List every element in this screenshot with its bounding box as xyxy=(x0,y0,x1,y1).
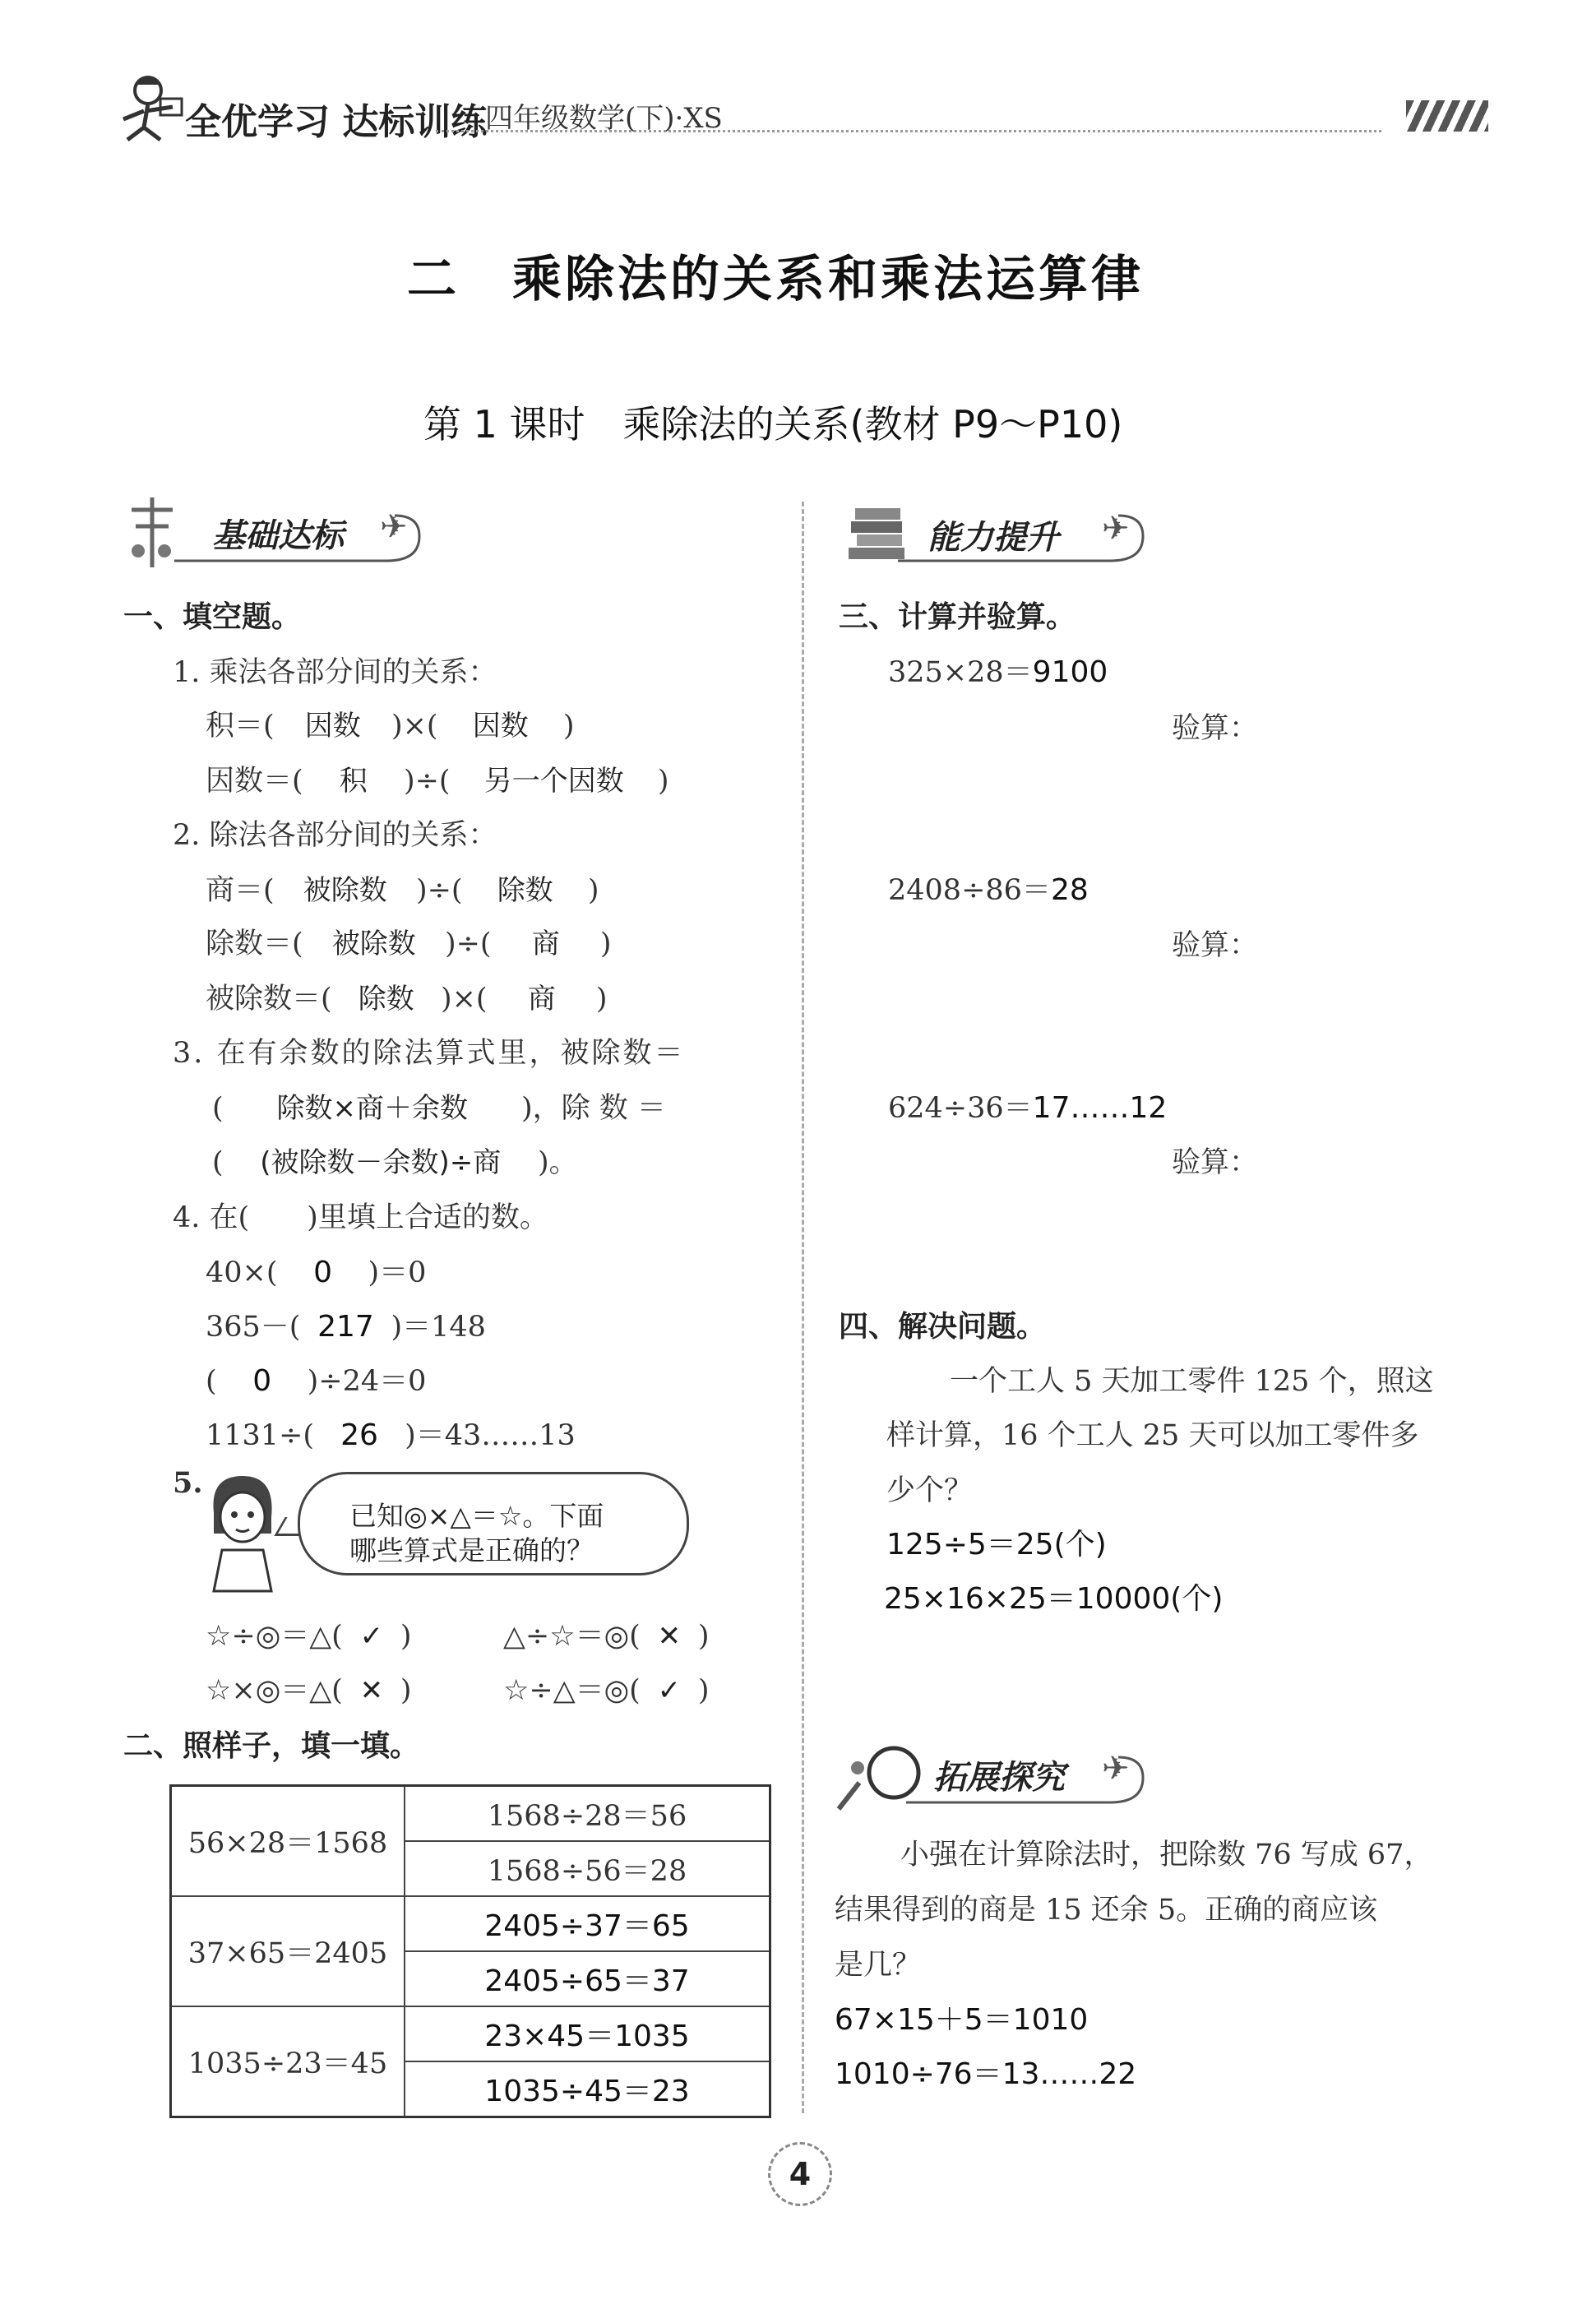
q1-part5-opt2: △÷☆＝◎( ✕ ) xyxy=(503,1620,710,1653)
q4-text-line1: 一个工人 5 天加工零件 125 个，照这 xyxy=(950,1365,1434,1398)
section-extend-title: 拓展探究 xyxy=(933,1759,1065,1797)
q1-part2-label: 2. 除法各部分间的关系： xyxy=(173,819,497,852)
answer-blank: 0 xyxy=(252,1364,272,1398)
column-divider xyxy=(802,502,804,2113)
q3-expr2: 2408÷86＝28 xyxy=(888,873,1089,907)
header-dotted-line xyxy=(436,130,1381,132)
table-cell-derived: 1568÷56＝28 xyxy=(405,1841,770,1896)
answer-value: 28 xyxy=(1050,873,1089,907)
q1-part4-row4: 1131÷( 26 )＝43……13 xyxy=(206,1418,576,1452)
q1-part1-line2: 因数＝( 积 )÷( 另一个因数 ) xyxy=(206,758,669,799)
q4-solution-line2: 25×16×25＝10000(个) xyxy=(884,1582,1224,1616)
answer-blank: 因数 xyxy=(304,710,361,743)
table-cell-derived: 1568÷28＝56 xyxy=(405,1786,770,1842)
q1-part4-row2: 365－( 217 )＝148 xyxy=(206,1310,486,1344)
answer-blank: 除数 xyxy=(497,874,553,907)
table-cell-given: 1035÷23＝45 xyxy=(171,2006,405,2117)
q3-check1-label: 验算： xyxy=(1172,712,1259,745)
lesson-title: 第 1 课时 乘除法的关系(教材 P9～P10) xyxy=(423,402,1123,446)
practice-table xyxy=(169,1784,771,2118)
answer-blank: 因数 xyxy=(472,710,529,743)
q1-part4-row3: ( 0 )÷24＝0 xyxy=(206,1364,427,1398)
q4-text-line2: 样计算，16 个工人 25 天可以加工零件多 xyxy=(886,1419,1419,1452)
q1-part2-line2: 除数＝( 被除数 )÷( 商 ) xyxy=(206,921,612,962)
answer-blank: 积 xyxy=(339,765,368,798)
plane-icon: ✈ xyxy=(1102,510,1130,548)
plane-icon: ✈ xyxy=(380,508,408,546)
table-cell-answer: 23×45＝1035 xyxy=(405,2006,770,2061)
answer-blank: 除数×商＋余数 xyxy=(276,1092,469,1125)
q1-part1-label: 1. 乘法各部分间的关系： xyxy=(173,656,497,689)
q1-part3-line2: ( 除数×商＋余数 )，除 数 ＝ xyxy=(212,1085,666,1127)
check-mark: ✓ xyxy=(657,1674,682,1707)
q1-part4-label: 4. 在( )里填上合适的数。 xyxy=(173,1201,548,1234)
q1-part5-label: 5. xyxy=(173,1466,203,1500)
q5-solution-line2: 1010÷76＝13……22 xyxy=(835,2057,1137,2091)
q1-heading: 一、填空题。 xyxy=(123,600,302,634)
table-row xyxy=(171,1896,770,1951)
q4-heading: 四、解决问题。 xyxy=(839,1310,1047,1344)
table-row xyxy=(171,1786,770,1842)
plane-icon: ✈ xyxy=(1102,1750,1130,1788)
q3-check2-label: 验算： xyxy=(1172,929,1259,962)
answer-blank: 商 xyxy=(531,928,560,960)
answer-blank: 0 xyxy=(313,1256,332,1289)
answer-blank: 商 xyxy=(527,983,556,1016)
girl-thinking-icon xyxy=(197,1472,288,1595)
q1-part2-line1: 商＝( 被除数 )÷( 除数 ) xyxy=(206,868,599,909)
table-cell-given: 37×65＝2405 xyxy=(171,1896,405,2006)
q5-text-line1: 小强在计算除法时，把除数 76 写成 67， xyxy=(900,1839,1433,1872)
q1-part5-opt4: ☆÷△＝◎( ✓ ) xyxy=(503,1674,710,1707)
answer-blank: 217 xyxy=(317,1310,374,1344)
answer-blank: 26 xyxy=(340,1418,378,1452)
answer-value: 17……12 xyxy=(1032,1091,1168,1125)
q5-text-line3: 是几？ xyxy=(835,1949,922,1982)
check-mark: ✓ xyxy=(359,1620,384,1653)
table-row xyxy=(171,2006,770,2061)
q2-heading: 二、照样子，填一填。 xyxy=(123,1729,420,1763)
q4-text-line3: 少个？ xyxy=(886,1474,974,1507)
table-cell-answer: 2405÷65＝37 xyxy=(405,1951,770,2006)
answer-blank: 另一个因数 xyxy=(483,765,624,798)
chapter-title: 二 乘除法的关系和乘法运算律 xyxy=(407,251,1144,308)
answer-value: 9100 xyxy=(1032,655,1108,689)
answer-blank: 被除数 xyxy=(331,928,416,960)
cross-mark: ✕ xyxy=(359,1674,384,1707)
q5-solution-line1: 67×15＋5＝1010 xyxy=(835,2003,1089,2037)
answer-blank: 除数 xyxy=(358,983,414,1016)
page-number: 4 xyxy=(768,2142,832,2206)
q4-solution-line1: 125÷5＝25(个) xyxy=(886,1528,1107,1562)
answer-blank: (被除数－余数)÷商 xyxy=(260,1146,502,1179)
table-cell-answer: 2405÷37＝65 xyxy=(405,1896,770,1951)
q1-part4-row1: 40×( 0 )＝0 xyxy=(206,1256,427,1289)
cross-mark: ✕ xyxy=(657,1620,682,1653)
q3-expr1: 325×28＝9100 xyxy=(888,655,1108,689)
bubble-text-line2: 哪些算式是正确的？ xyxy=(349,1534,594,1566)
section-basic-title: 基础达标 xyxy=(212,517,344,555)
header-stripes xyxy=(1406,100,1488,132)
q1-part3-line3: ( (被除数－余数)÷商 )。 xyxy=(212,1140,578,1181)
q1-part5-opt3: ☆×◎＝△( ✕ ) xyxy=(206,1674,412,1707)
q5-text-line2: 结果得到的商是 15 还余 5。正确的商应该 xyxy=(835,1894,1378,1927)
q1-part2-line3: 被除数＝( 除数 )×( 商 ) xyxy=(206,976,608,1017)
q1-part1-line1: 积＝( 因数 )×( 因数 ) xyxy=(206,703,575,744)
q1-part3-line1: 3. 在有余数的除法算式里，被除数＝ xyxy=(173,1037,686,1070)
table-cell-answer: 1035÷45＝23 xyxy=(405,2061,770,2117)
bubble-text-line1: 已知◎×△＝☆。下面 xyxy=(349,1500,604,1532)
q3-heading: 三、计算并验算。 xyxy=(839,600,1076,634)
section-ability-title: 能力提升 xyxy=(928,519,1059,557)
q1-part5-opt1: ☆÷◎＝△( ✓ ) xyxy=(206,1620,412,1653)
q3-expr3: 624÷36＝17……12 xyxy=(888,1091,1168,1125)
brand-title: 全优学习 达标训练 xyxy=(185,101,488,143)
book-subtitle: 四年级数学(下)·XS xyxy=(485,102,723,135)
table-cell-given: 56×28＝1568 xyxy=(171,1786,405,1897)
q3-check3-label: 验算： xyxy=(1172,1146,1259,1179)
answer-blank: 被除数 xyxy=(303,874,387,907)
student-mascot-icon xyxy=(111,70,189,144)
